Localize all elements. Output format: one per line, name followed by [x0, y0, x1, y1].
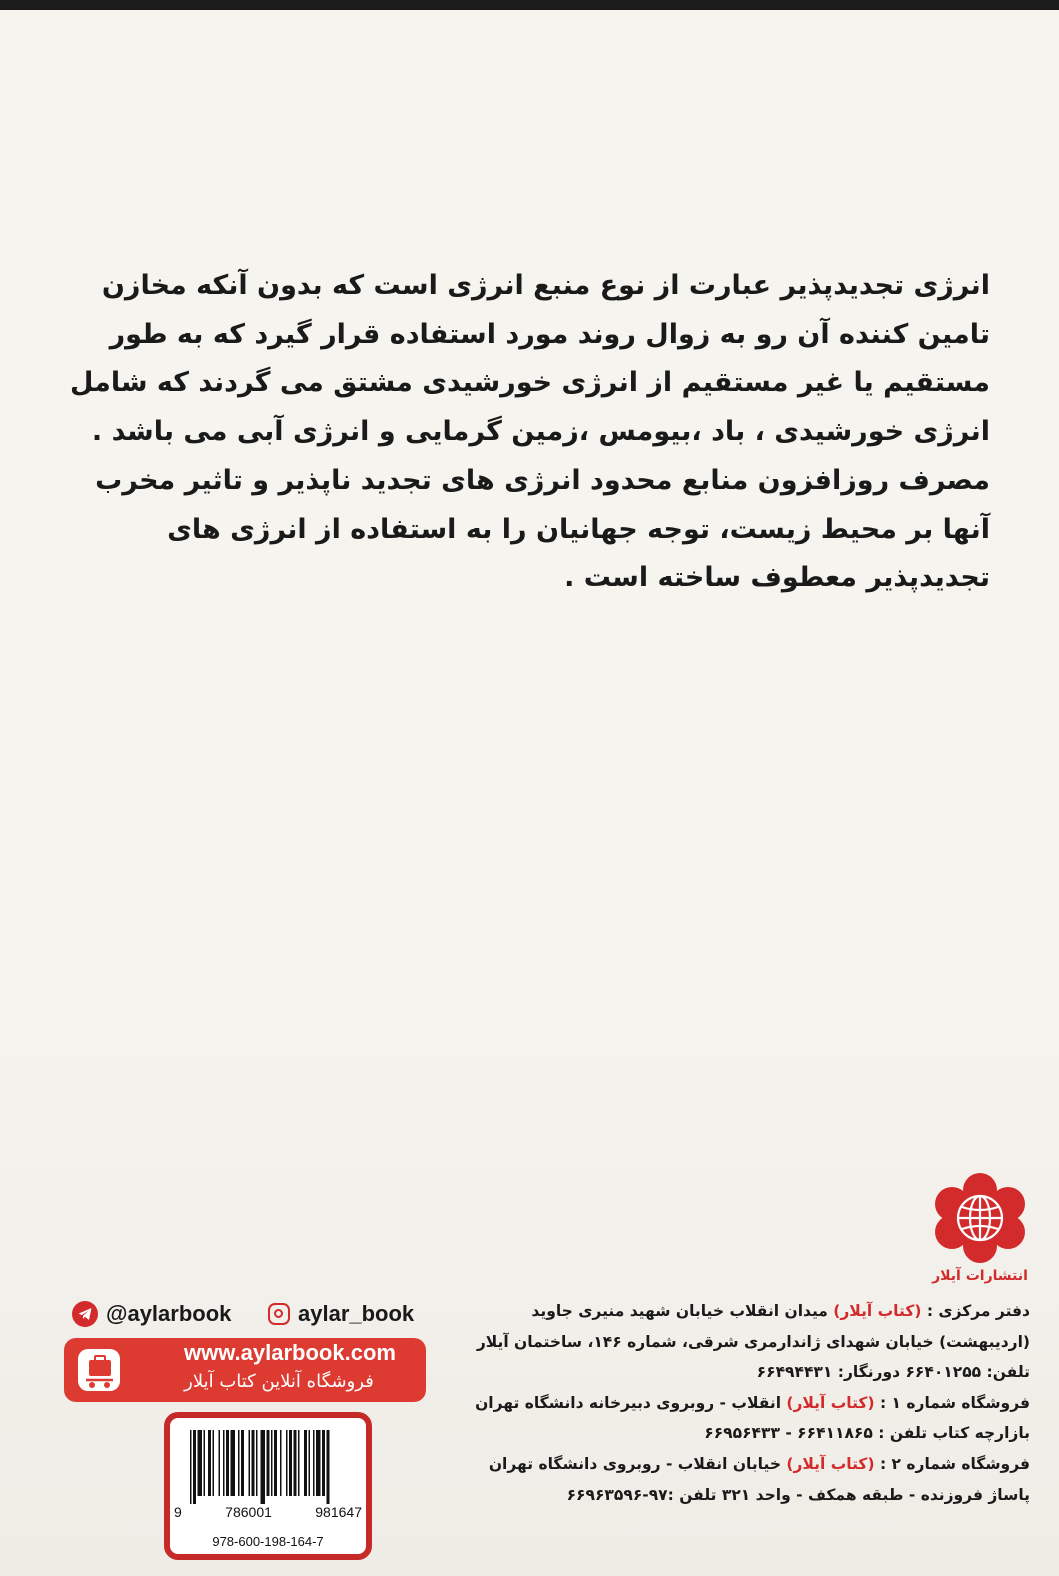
- telegram-link[interactable]: [72, 1300, 231, 1328]
- instagram-handle: aylar_book: [298, 1301, 415, 1326]
- description-text: [70, 262, 990, 603]
- website-tagline: فروشگاه آنلاین کتاب آیلار: [184, 1371, 374, 1392]
- publisher-logo: [928, 1170, 1032, 1300]
- contact-line: فروشگاه شماره ۱ : (کتاب آیلار) انقلاب - روبروی دبیرخانه دانشگاه تهران: [475, 1393, 1030, 1412]
- publisher-name: انتشارات آیلار: [932, 1268, 1028, 1284]
- telegram-icon: [72, 1301, 98, 1327]
- instagram-link[interactable]: [268, 1300, 414, 1328]
- globe-flower-icon: [928, 1170, 1032, 1268]
- description-line: انرژی تجدیدپذیر عبارت از نوع منبع انرژی است که بدون آنکه مخازن: [101, 270, 990, 301]
- contact-line: فروشگاه شماره ۲ : (کتاب آیلار) خیابان انقلاب - روبروی دانشگاه تهران: [488, 1454, 1030, 1473]
- instagram-icon: [268, 1303, 290, 1325]
- top-edge-band: [0, 0, 1059, 10]
- barcode-box: [164, 1412, 372, 1560]
- contact-line: (اردیبهشت) خیابان شهدای ژاندارمری شرقی، شماره ۱۴۶، ساختمان آیلار: [476, 1332, 1030, 1351]
- barcode-digits-left: 786001: [225, 1504, 272, 1520]
- description-line: تامین کننده آن رو به زوال روند مورد استفاده قرار گیرد که به طور: [109, 318, 990, 350]
- contact-line: بازارچه کتاب تلفن : ۶۶۴۱۱۸۶۵ - ۶۶۹۵۶۴۳۳: [704, 1424, 1030, 1443]
- telegram-handle: @aylarbook: [106, 1301, 232, 1326]
- description-line: مصرف روزافزون منابع محدود انرژی های تجدید ناپذیر و تاثیر مخرب: [95, 464, 990, 496]
- contact-info: [475, 1296, 1030, 1510]
- website-banner[interactable]: [64, 1338, 426, 1402]
- barcode-digits-right: 981647: [315, 1504, 362, 1520]
- description-line: تجدیدپذیر معطوف ساخته است .: [564, 562, 990, 594]
- description-line: انرژی خورشیدی ، باد ،بیومس ،زمین گرمایی و انرژی آبی می باشد .: [91, 416, 990, 448]
- isbn-number: 978-600-198-164-7: [212, 1534, 324, 1549]
- barcode-digits: [174, 1504, 362, 1520]
- contact-line: پاساژ فروزنده - طبقه همکف - واحد ۳۲۱ تلفن :۹۷-۶۶۹۶۳۵۹۶: [566, 1485, 1030, 1504]
- shopping-cart-icon: [76, 1347, 122, 1393]
- description-line: آنها بر محیط زیست، توجه جهانیان را به استفاده از انرژی های: [167, 513, 990, 545]
- barcode-bars: [176, 1430, 360, 1504]
- contact-line: دفتر مرکزی : (کتاب آیلار) میدان انقلاب خیابان شهید منیری جاوید: [531, 1302, 1030, 1320]
- contact-line: تلفن: ۶۶۴۰۱۲۵۵ دورنگار: ۶۶۴۹۴۴۳۱: [756, 1363, 1030, 1382]
- description-line: مستقیم یا غیر مستقیم از انرژی خورشیدی مشتق می گردند که شامل: [70, 367, 990, 399]
- barcode-digit-first: 9: [174, 1504, 182, 1520]
- website-url: www.aylarbook.com: [184, 1340, 396, 1365]
